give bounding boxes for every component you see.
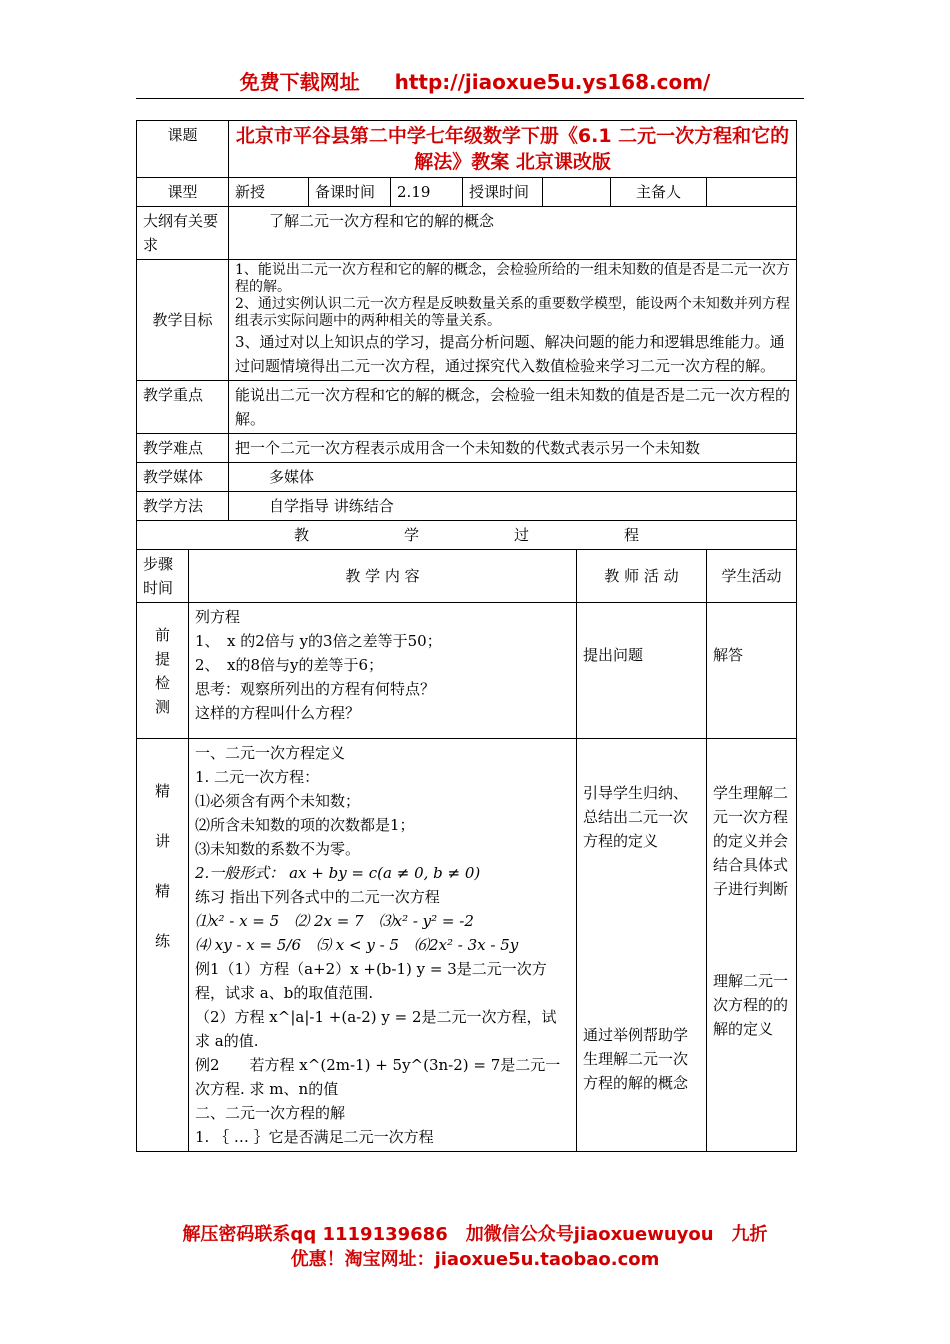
prep-value: 2.19	[391, 178, 463, 207]
lesson-title: 北京市平谷县第二中学七年级数学下册《6.1 二元一次方程和它的解法》教案 北京课改版	[229, 121, 797, 178]
lead-label: 主备人	[611, 178, 707, 207]
col-student-header: 学生活动	[707, 550, 797, 603]
goals-label: 教学目标	[137, 260, 229, 381]
pre-student: 解答	[707, 603, 797, 739]
pre-teacher: 提出问题	[577, 603, 707, 739]
step-char: 测	[154, 697, 170, 716]
content-line: 例1（1）方程（a+2）x +(b-1) y = 3是二元一次方程，试求 a、b的取值范围.	[195, 960, 547, 1002]
lesson-plan-table	[136, 120, 797, 1152]
col-teacher-header: 教 师 活 动	[577, 550, 707, 603]
col-content-header: 教 学 内 容	[189, 550, 577, 603]
prep-label: 备课时间	[309, 178, 391, 207]
process-heading-char: 教	[293, 526, 309, 544]
header-divider	[136, 98, 804, 99]
content-line: 这样的方程叫什么方程？	[195, 704, 361, 722]
main-teacher	[577, 739, 707, 1152]
step-char: 提	[154, 649, 170, 668]
goal-1: 1、能说出二元一次方程和它的解的概念，会检验所给的一组未知数的值是否是二元一次方程的解。	[235, 262, 790, 295]
topic-label: 课题	[137, 121, 229, 178]
content-line: 1. 二元一次方程：	[195, 768, 320, 786]
content-line: 列方程	[195, 608, 241, 626]
step-char: 精	[154, 782, 170, 800]
header-label: 免费下载网址	[239, 70, 360, 94]
difficulty-value: 把一个二元一次方程表示成用含一个未知数的代数式表示另一个未知数	[229, 434, 797, 463]
method-value: 自学指导 讲练结合	[229, 492, 797, 521]
content-line: ⑴必须含有两个未知数；	[195, 792, 361, 810]
content-line: 练习 指出下列各式中的二元一次方程	[195, 888, 440, 906]
student-activity-1: 学生理解二元一次方程的定义并会结合具体式子进行判断	[713, 784, 789, 898]
syllabus-label: 大纲有关要 求	[137, 207, 229, 260]
step-char: 精	[154, 882, 170, 900]
pre-content	[189, 603, 577, 739]
content-line: ⑴x² - x = 5 ⑵ 2x = 7 ⑶x² - y² = -2	[195, 912, 474, 930]
main-content	[189, 739, 577, 1152]
step-char: 讲	[154, 832, 170, 850]
main-student	[707, 739, 797, 1152]
teacher-activity-1: 引导学生归纳、总结出二元一次方程的定义	[583, 784, 689, 850]
content-line: ⑶未知数的系数不为零。	[195, 840, 361, 858]
teacher-activity-2: 通过举例帮助学生理解二元一次方程的解的概念	[583, 1026, 689, 1092]
method-label: 教学方法	[137, 492, 229, 521]
step-char: 前	[154, 625, 170, 644]
goals-cell	[229, 260, 797, 381]
process-heading	[137, 521, 797, 550]
key-value: 能说出二元一次方程和它的解的概念，会检验一组未知数的值是否是二元一次方程的解。	[229, 381, 797, 434]
content-line: 思考：观察所列出的方程有何特点？	[195, 680, 436, 698]
pre-step	[137, 603, 189, 739]
lead-value	[707, 178, 797, 207]
teach-time-value	[543, 178, 611, 207]
main-step	[137, 739, 189, 1152]
content-line: 一、二元一次方程定义	[195, 744, 346, 762]
media-value: 多媒体	[229, 463, 797, 492]
media-label: 教学媒体	[137, 463, 229, 492]
process-heading-char: 程	[623, 526, 639, 544]
step-char: 检	[154, 673, 170, 692]
difficulty-label: 教学难点	[137, 434, 229, 463]
process-heading-char: 学	[403, 526, 419, 544]
col-step-header: 步骤时间	[137, 550, 189, 603]
footer-line-2: 优惠！淘宝网址：jiaoxue5u.taobao.com	[290, 1249, 660, 1270]
step-char: 练	[154, 932, 170, 950]
content-line: ⑵所含未知数的项的次数都是1；	[195, 816, 415, 834]
content-line: 1、 x 的2倍与 y的3倍之差等于50；	[195, 632, 442, 650]
syllabus-value: 了解二元一次方程和它的解的概念	[229, 207, 797, 260]
content-line: 1. ｛ … ｝它是否满足二元一次方程	[195, 1128, 434, 1146]
teach-time-label: 授课时间	[463, 178, 543, 207]
type-label: 课型	[137, 178, 229, 207]
header-url-link[interactable]: http://jiaoxue5u.ys168.com/	[394, 70, 711, 94]
goal-3: 3、通过对以上知识点的学习，提高分析问题、解决问题的能力和逻辑思维能力。通过问题情境得出二元一次方程，通过探究代入数值检验来学习二元一次方程的解。	[235, 333, 785, 375]
process-heading-char: 过	[513, 526, 529, 544]
content-line: （2）方程 x^|a|-1 +(a-2) y = 2是二元一次方程，试求 a的值.	[195, 1008, 557, 1050]
student-activity-2: 理解二元一次方程的的解的定义	[713, 972, 789, 1038]
content-line: 二、二元一次方程的解	[195, 1104, 346, 1122]
header-banner	[0, 66, 950, 95]
type-value: 新授	[229, 178, 309, 207]
content-line: 2.一般形式： ax + by = c(a ≠ 0, b ≠ 0)	[195, 864, 481, 882]
content-line: 2、 x的8倍与y的差等于6；	[195, 656, 384, 674]
footer-line-1: 解压密码联系qq 1119139686 加微信公众号jiaoxuewuyou 九折	[182, 1224, 768, 1245]
key-label: 教学重点	[137, 381, 229, 434]
content-line: 例2 若方程 x^(2m-1) + 5y^(3n-2) = 7是二元一次方程. 求 m、n的值	[195, 1056, 561, 1098]
goal-2: 2、通过实例认识二元一次方程是反映数量关系的重要数学模型，能设两个未知数并列方程组表示实际问题中的两种相关的等量关系。	[235, 296, 790, 329]
content-line: ⑷ xy - x = 5/6 ⑸ x < y - 5 ⑹2x² - 3x - 5y	[195, 936, 519, 954]
